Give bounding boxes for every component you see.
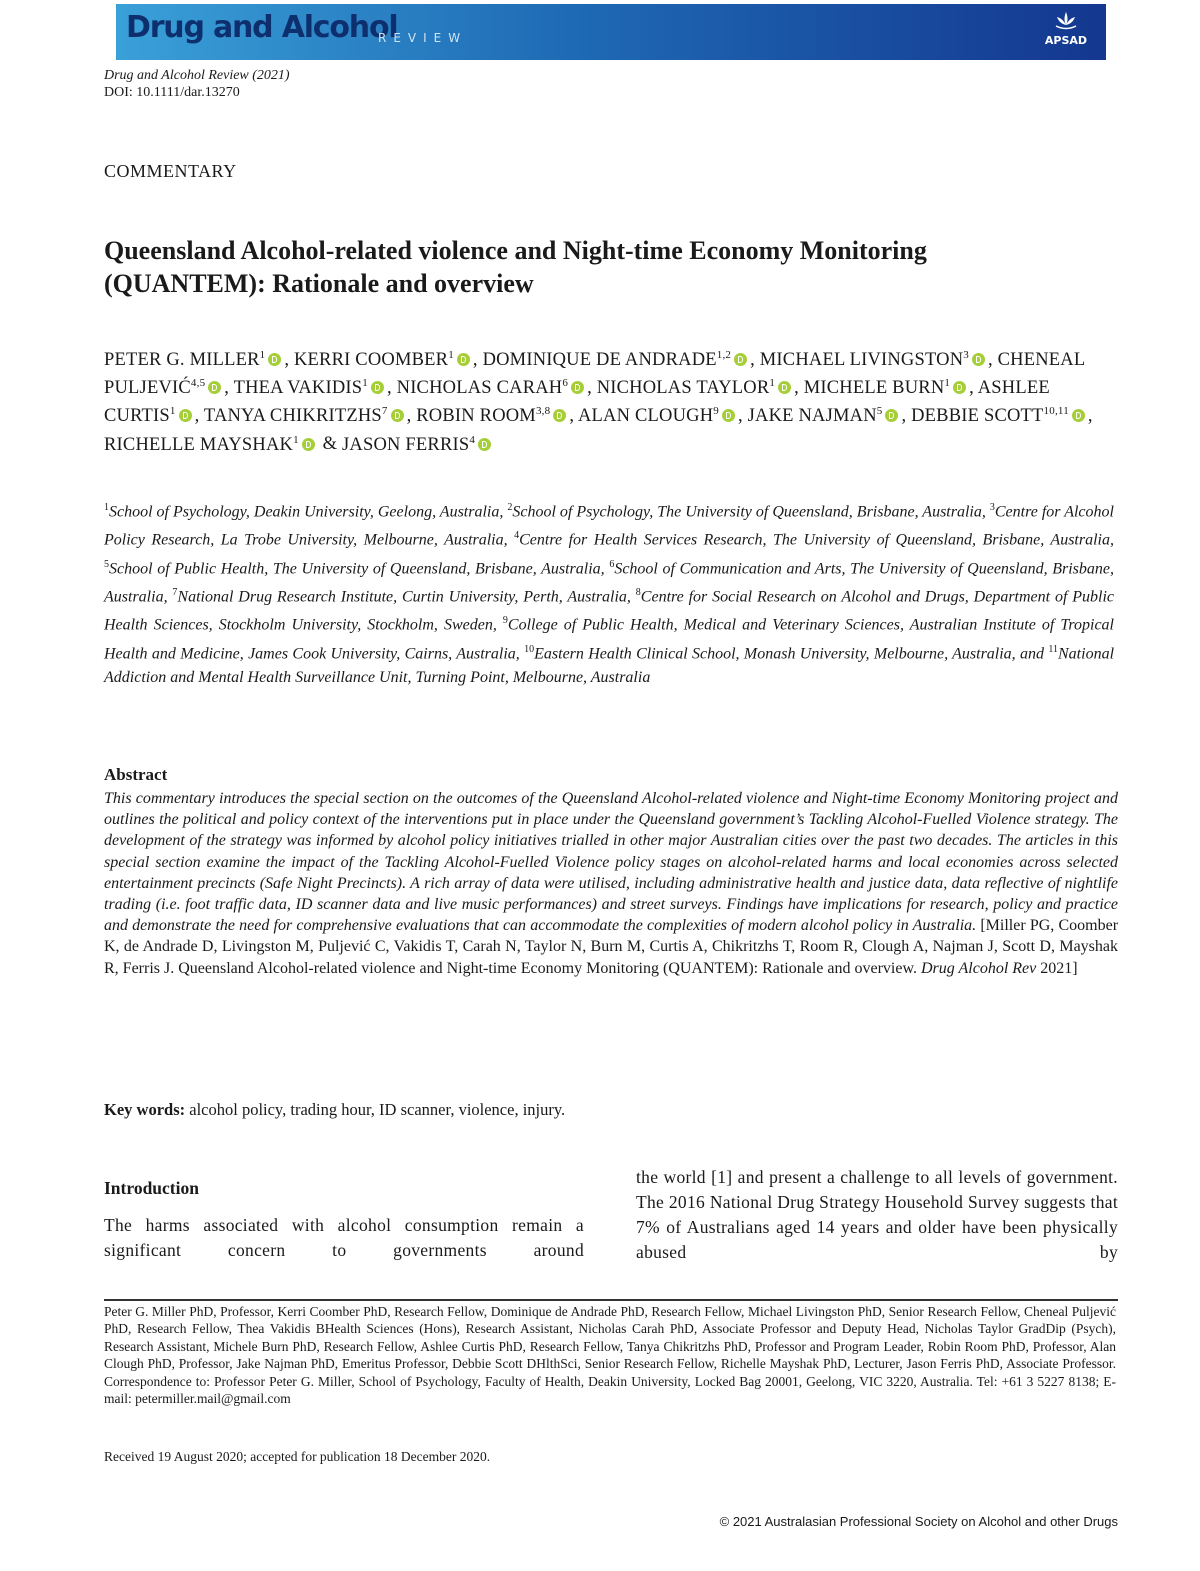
author (483, 350, 751, 370)
abstract-heading: Abstract (104, 765, 168, 784)
intro-left-column (104, 1178, 584, 1263)
author-affiliation-number: 5 (876, 405, 883, 418)
author-name: DOMINIQUE DE ANDRADE (482, 350, 717, 371)
affiliation-number: 7 (172, 586, 178, 598)
affiliation-number: 1 (104, 502, 109, 513)
author-name: JASON FERRIS (342, 434, 470, 455)
author (597, 378, 794, 398)
author-affiliation-number: 1 (769, 377, 776, 390)
affiliation-number: 4 (514, 530, 520, 542)
author (104, 350, 284, 370)
doi[interactable]: DOI: 10.1111/dar.13270 (104, 85, 240, 100)
copyright: © 2021 Australasian Professional Society on Alcohol and other Drugs (719, 1514, 1118, 1529)
author-name: ALAN CLOUGH (577, 406, 714, 427)
intro-right-column (636, 1165, 1118, 1265)
intro-left-text: The harms associated with alcohol consumption remain a significant concern to governments around (104, 1215, 584, 1260)
author (804, 378, 969, 398)
affiliation-text: School of Public Health, The University of Queensland, Brisbane, Australia, (109, 559, 610, 577)
orcid-icon[interactable] (268, 353, 281, 366)
footnote-rule (104, 1299, 1118, 1301)
author-name: TANYA CHIKRITZHS (203, 406, 382, 427)
author-affiliation-number: 1 (293, 433, 299, 446)
keywords (104, 1100, 565, 1120)
orcid-icon[interactable] (953, 381, 966, 394)
author-name: CHENEAL PULJEVIĆ (104, 350, 1085, 399)
journal-name: Drug and Alcohol (126, 10, 398, 45)
affiliation-text: National Drug Research Institute, Curtin University, Perth, Australia, (177, 588, 636, 606)
affiliation-number: 5 (104, 558, 109, 570)
author (342, 435, 494, 455)
affiliation-text: College of Public Health, Medical and Veterinary Sciences, Australian Institute of Tropical Health and Medicine, James Cook University, Cairns, Australia, (104, 616, 1115, 662)
abstract (104, 788, 1118, 979)
author-affiliation-number: 6 (562, 377, 569, 390)
author-name: MICHELE BURN (803, 378, 945, 399)
orcid-icon[interactable] (571, 381, 584, 394)
orcid-icon[interactable] (1072, 409, 1085, 422)
orcid-icon[interactable] (478, 438, 491, 451)
affiliation-number: 3 (989, 502, 995, 513)
author-affiliation-number: 1 (448, 349, 454, 361)
keywords-text: alcohol policy, trading hour, ID scanner, violence, injury. (189, 1100, 566, 1119)
orcid-icon[interactable] (734, 353, 747, 366)
intro-heading: Introduction (104, 1178, 199, 1198)
article-title: Queensland Alcohol-related violence and Night-time Economy Monitoring (QUANTEM): Rationale and overview (104, 236, 927, 298)
abstract-body: This commentary introduces the special section on the outcomes of the Queensland Alcohol-related violence and Night-time Economy Monitoring project and outlines the political and policy context of the interventions put in place under the Queensland government’s Tackling Alcohol-Fuelled Violence strategy. The development of the strategy was informed by alcohol policy initiatives trialled in other major Australian cities over the past two decades. The articles in this special section examine the impact of the Tackling Alcohol-Fuelled Violence policy stages on alcohol-related harms and local economies across selected entertainment precincts (Safe Night Precincts). A rich array of data were utilised, including administrative health and justice data, data reflective of nightlife trading (i.e. foot traffic data, ID scanner data and live music performances) and street surveys. Findings have implications for research, policy and practice and demonstrate the need for comprehensive evaluations that can accommodate the complexities of modern alcohol policy in Australia. (104, 790, 1118, 935)
author-name: JAKE NAJMAN (747, 406, 877, 427)
author (397, 378, 587, 398)
author-affiliation-number: 1 (259, 349, 266, 361)
author-affiliation-number: 1 (362, 377, 368, 390)
author-name: NICHOLAS TAYLOR (596, 378, 770, 399)
publisher-logo-text: APSAD (1044, 34, 1088, 47)
author-name: ROBIN ROOM (416, 406, 536, 427)
author-affiliation-number: 3,8 (535, 405, 551, 418)
affiliation-text: National Addiction and Mental Health Surveillance Unit, Turning Point, Melbourne, Australia (104, 644, 1115, 686)
publisher-logo (1036, 10, 1096, 47)
affiliation-text: Centre for Alcohol Policy Research, La Trobe University, Melbourne, Australia, (104, 503, 1114, 549)
orcid-icon[interactable] (302, 438, 315, 451)
orcid-icon[interactable] (972, 353, 985, 366)
section-label: COMMENTARY (104, 161, 237, 181)
affiliation-number: 10 (524, 643, 535, 655)
author (416, 406, 569, 426)
orcid-icon[interactable] (885, 409, 898, 422)
lotus-icon (1054, 10, 1078, 32)
author-list: PETER G. MILLER$^1$ , KERRI COOMBER$^1$ , DOMINIQUE DE ANDRADE$^{1,2}$ , MICHAEL LIVINGSTON$^3$ , CHENEAL PULJEVIĆ$^{4,5}$ , THEA VAKIDIS$^1$ , NICHOLAS CARAH$^6$ , NICHOLAS TAYLOR$^1$ , MICHELE BURN$^1$ , ASHLEE CURTIS$^1$ , TANYA CHIKRITZHS$^7$ , ROBIN ROOM$^{3,8}$ , ALAN CLOUGH$^9$ , JAKE NAJMAN$^5$ , DEBBIE SCOTT$^{10,11}$ , RICHELLE MAYSHAK$^1$ & JASON FERRIS$^4$ (104, 349, 1093, 455)
orcid-icon[interactable] (722, 409, 735, 422)
author (748, 406, 902, 426)
author-name: DEBBIE SCOTT (911, 406, 1044, 427)
affiliation-text: Centre for Social Research on Alcohol and Drugs, Department of Public Health Sciences, Stockholm University, Stockholm, Sweden, (104, 588, 1115, 634)
affiliation-number: 2 (507, 502, 513, 513)
orcid-icon[interactable] (553, 409, 566, 422)
orcid-icon[interactable] (179, 409, 192, 422)
author-affiliation-number: 1,2 (716, 349, 732, 361)
author (294, 350, 473, 370)
author (104, 435, 318, 455)
author (204, 406, 407, 426)
received-dates: Received 19 August 2020; accepted for publication 18 December 2020. (104, 1449, 491, 1464)
author-affiliation-number: 1 (169, 405, 176, 418)
author-name: MICHAEL LIVINGSTON (759, 350, 964, 371)
author (760, 350, 988, 370)
author-affiliation-number: 3 (963, 349, 969, 361)
journal-year: Drug and Alcohol Review (2021) (104, 68, 290, 83)
intro-right-text: the world [1] and present a challenge to all levels of government. The 2016 National Drug Strategy Household Survey suggests that 7% of Australians aged 14 years and older have been physically abused by (636, 1167, 1118, 1262)
author-affiliation-number: 10,11 (1043, 405, 1069, 418)
affiliation-text: Eastern Health Clinical School, Monash University, Melbourne, Australia, and (534, 644, 1049, 662)
affiliation-text: Centre for Health Services Research, The University of Queensland, Brisbane, Australia, (519, 531, 1114, 549)
author-affiliation-number: 9 (713, 405, 719, 418)
affiliation-number: 9 (502, 615, 508, 627)
affiliation-text: School of Psychology, Deakin University, Geelong, Australia, (109, 503, 508, 521)
author-name: KERRI COOMBER (293, 350, 449, 371)
journal-suffix: REVIEW (378, 31, 468, 45)
author-name: THEA VAKIDIS (233, 378, 363, 399)
abstract-citation-suffix: 2021] (1040, 959, 1078, 977)
author-name: PETER G. MILLER (104, 350, 260, 371)
orcid-icon[interactable] (208, 381, 221, 394)
author-name: ASHLEE CURTIS (104, 378, 1050, 427)
abstract-citation-prefix: [Miller PG, Coomber K, de Andrade D, Livingston M, Puljević C, Vakidis T, Carah N, Taylor N, Burn M, Curtis A, Chikritzhs T, Room R, Clough A, Najman J, Scott D, Mayshak R, Ferris J. Queensland Alcohol-related violence and Night-time Economy Monitoring (QUANTEM): Rationale and overview. (104, 917, 1119, 977)
author-affiliation-number: 7 (381, 405, 388, 418)
author (234, 378, 387, 398)
keywords-label: Key words: (104, 1100, 186, 1119)
orcid-icon[interactable] (457, 353, 470, 366)
author-name: NICHOLAS CARAH (396, 378, 563, 399)
orcid-icon[interactable] (371, 381, 384, 394)
affiliation-text: School of Communication and Arts, The University of Queensland, Brisbane, Australia, (104, 559, 1115, 606)
abstract-citation-journal: Drug Alcohol Rev (921, 959, 1037, 977)
affiliation-number: 8 (635, 586, 641, 598)
affiliation-text: School of Psychology, The University of Queensland, Brisbane, Australia, (512, 503, 990, 521)
author-affiliation-number: 4 (469, 433, 476, 446)
affiliation-number: 6 (609, 558, 615, 570)
author (578, 406, 738, 426)
journal-banner (116, 4, 1106, 60)
affiliations (104, 496, 1114, 690)
author-affiliation-number: 1 (944, 377, 951, 390)
article-meta (104, 67, 290, 101)
orcid-icon[interactable] (778, 381, 791, 394)
orcid-icon[interactable] (391, 409, 404, 422)
affiliation-number: 11 (1048, 643, 1058, 655)
author (911, 406, 1088, 426)
author-footnote: Peter G. Miller PhD, Professor, Kerri Coomber PhD, Research Fellow, Dominique de Andrade PhD, Research Fellow, Michael Livingston PhD, Senior Research Fellow, Cheneal Puljević PhD, Research Fellow, Thea Vakidis BHealth Sciences (Hons), Research Assistant, Nicholas Carah PhD, Associate Professor and Deputy Head, Nicholas Taylor GradDip (Psych), Research Assistant, Michele Burn PhD, Research Fellow, Ashlee Curtis PhD, Research Fellow, Tanya Chikritzhs PhD, Professor and Program Leader, Robin Room PhD, Professor, Alan Clough PhD, Professor, Jake Najman PhD, Emeritus Professor, Debbie Scott DHlthSci, Senior Research Fellow, Richelle Mayshak PhD, Lecturer, Jason Ferris PhD, Associate Professor. Correspondence to: Professor Peter G. Miller, School of Psychology, Faculty of Health, Deakin University, Locked Bag 20001, Geelong, VIC 3220, Australia. Tel: +61 3 5227 8138; E-mail: petermiller.mail@gmail.com (104, 1304, 1116, 1407)
author-name: RICHELLE MAYSHAK (104, 434, 294, 455)
author-affiliation-number: 4,5 (190, 377, 206, 390)
